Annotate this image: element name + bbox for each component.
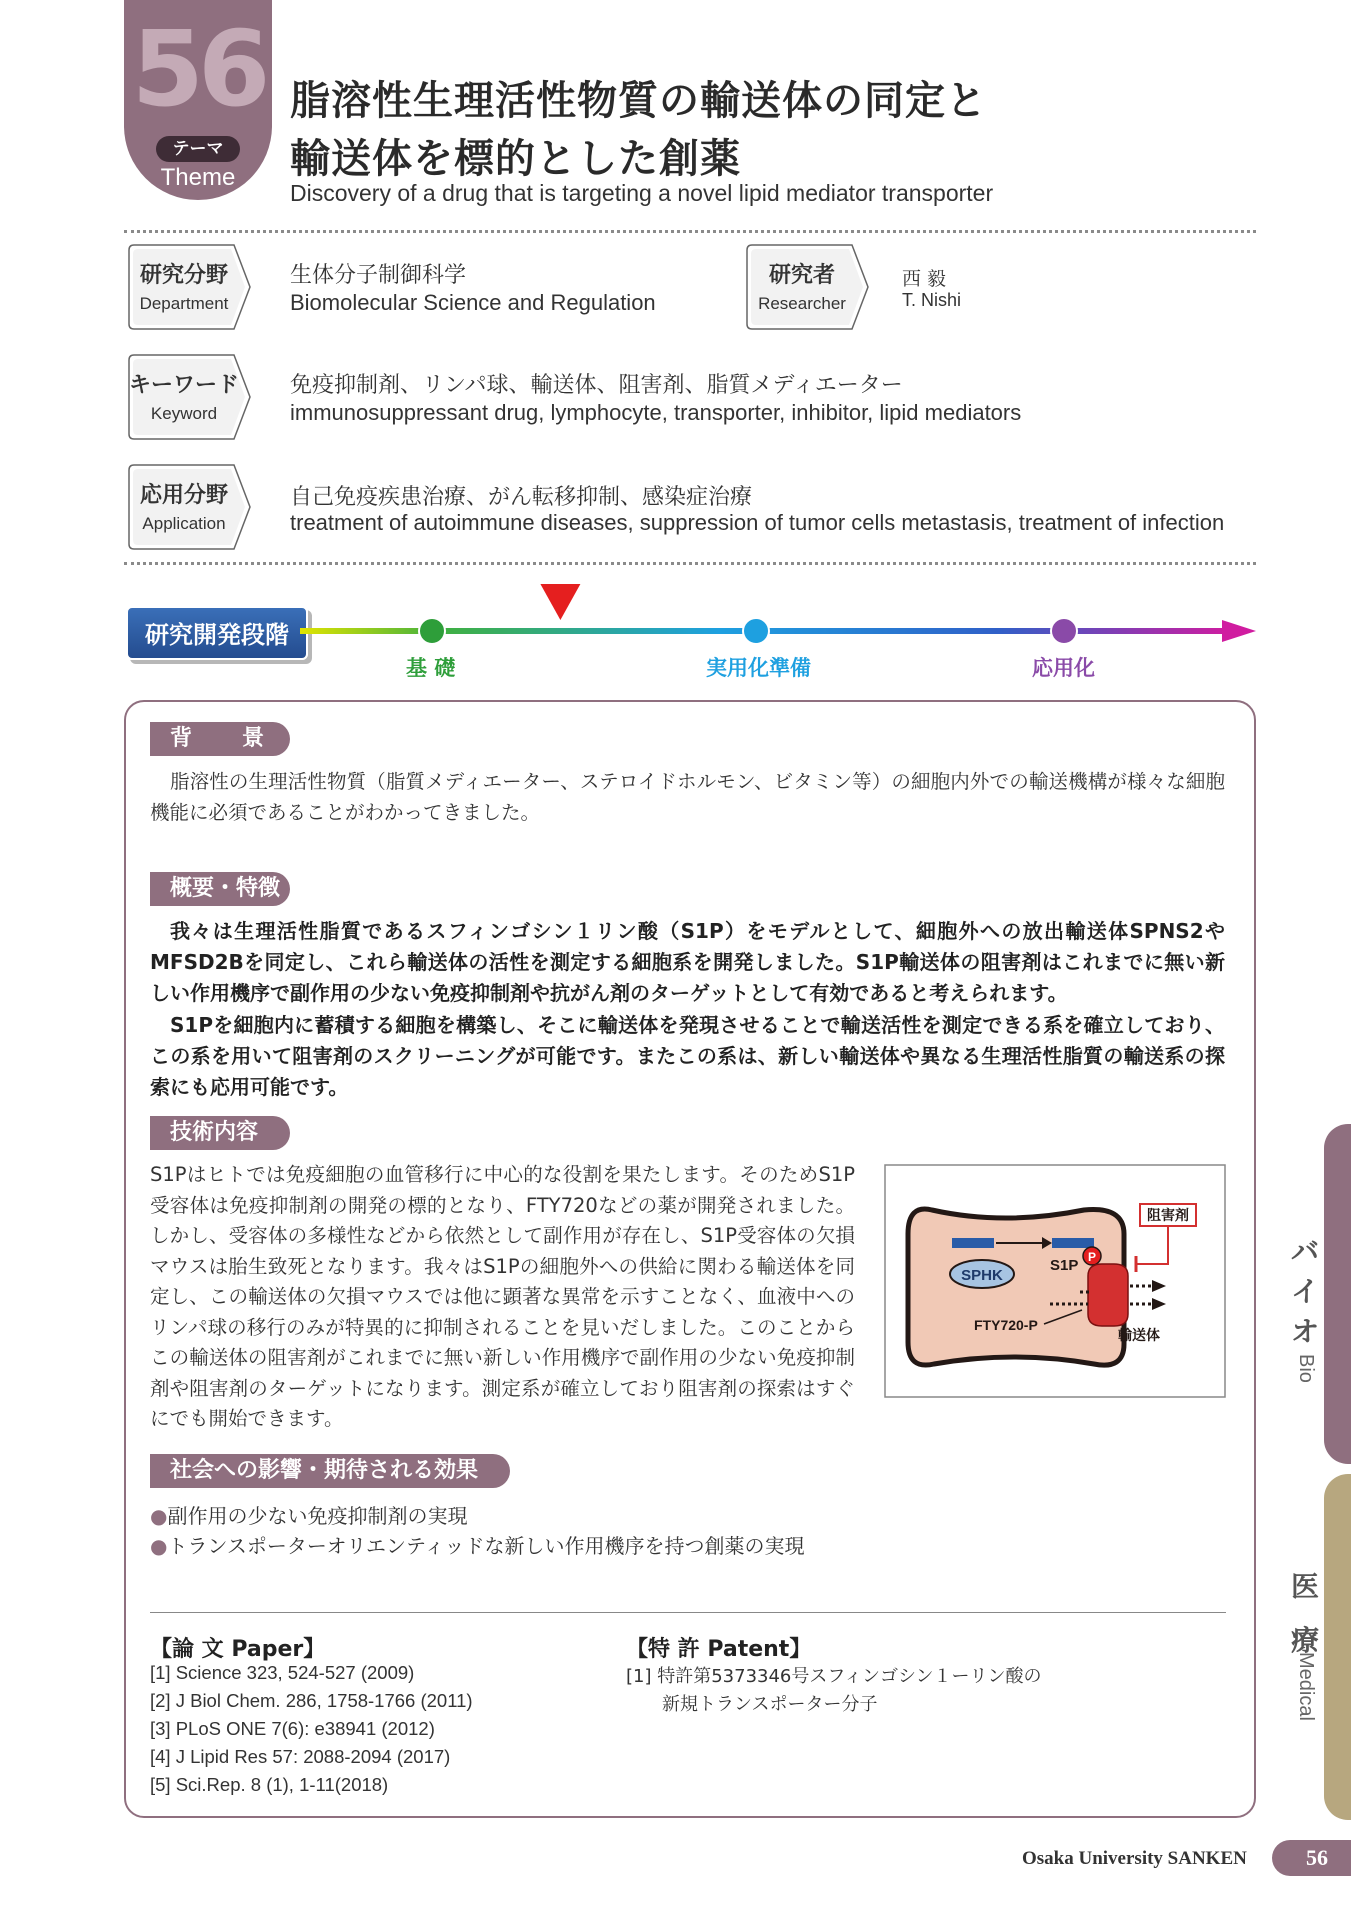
impact-heading: 社会への影響・期待される効果 <box>150 1454 510 1488</box>
references-divider <box>150 1612 1226 1613</box>
divider <box>124 562 1256 565</box>
impact-item: ●トランスポーターオリエンティッドな新しい作用機序を持つ創薬の実現 <box>150 1534 805 1558</box>
stage-name-prep: 実用化準備 <box>706 656 811 680</box>
side-tab-medical-jp: 医 療 <box>1290 1570 1319 1657</box>
application-label-jp: 応用分野 <box>139 483 228 508</box>
paper-item: [1] Science 323, 524-527 (2009) <box>150 1662 415 1683</box>
stage-dot-applied <box>1051 618 1077 644</box>
theme-number: 56 <box>131 8 265 130</box>
theme-label-jp: テーマ <box>156 136 240 162</box>
diagram-inhibitor-label: 阻害剤 <box>1147 1208 1189 1224</box>
stage-dot-basic <box>419 618 445 644</box>
overview-paragraph-2: S1Pを細胞内に蓄積する細胞を構築し、そこに輸送体を発現させることで輸送活性を測定できる系を確立しており、この系を用いて阻害剤のスクリーニングが可能です。またこの系は、新しい輸送体や異なる生理活性脂質の輸送系の探索にも応用可能です。 <box>150 1013 1225 1099</box>
application-value-jp: 自己免疫疾患治療、がん転移抑制、感染症治療 <box>290 485 753 510</box>
application-label-en: Application <box>142 514 226 533</box>
department-label <box>128 244 252 330</box>
keyword-value-jp: 免疫抑制剤、リンパ球、輸送体、阻害剤、脂質メディエーター <box>290 373 903 398</box>
stage-name-basic: 基 礎 <box>406 656 456 680</box>
researcher-name-en: T. Nishi <box>902 290 962 310</box>
stage-timeline <box>300 580 1260 650</box>
side-tab-bio[interactable] <box>1324 1124 1351 1464</box>
researcher-label <box>746 244 870 330</box>
keyword-label <box>128 354 252 440</box>
patents-heading: 【特 許 Patent】 <box>626 1637 812 1662</box>
paper-item: [3] PLoS ONE 7(6): e38941 (2012) <box>150 1718 435 1739</box>
theme-label-en: Theme <box>160 164 236 191</box>
department-value-en: Biomolecular Science and Regulation <box>290 290 656 315</box>
divider <box>124 230 1256 233</box>
diagram-transporter-label: 輸送体 <box>1118 1328 1160 1344</box>
side-tab-medical[interactable] <box>1324 1474 1351 1820</box>
stage-dot-prep <box>743 618 769 644</box>
department-label-jp: 研究分野 <box>139 263 228 288</box>
stage-name-applied: 応用化 <box>1032 656 1095 680</box>
s1p-transport-diagram <box>884 1164 1226 1398</box>
application-label <box>128 464 252 550</box>
application-value-en: treatment of autoimmune diseases, suppression of tumor cells metastasis, treatment of infection <box>290 510 1225 535</box>
diagram-s1p-label: S1P <box>1050 1257 1079 1274</box>
keyword-label-jp: キーワード <box>128 373 239 398</box>
keyword-value-en: immunosuppressant drug, lymphocyte, transporter, inhibitor, lipid mediators <box>290 400 1022 425</box>
technology-text: S1Pはヒトでは免疫細胞の血管移行に中心的な役割を果たします。そのためS1P受容体は免疫抑制剤の開発の標的となり、FTY720などの薬が開発されました。しかし、受容体の多様性などから依然として副作用が存在し、S1P受容体の欠損マウスは胎生致死となります。我々はS1Pの細胞外への供給に関わる輸送体を同定し、この輸送体の欠損マウスでは他に顕著な異常を示すことなく、血液中へのリンパ球の移行のみが特異的に抑制されることを見いだしました。このことからこの輸送体の阻害剤がこれまでに無い新しい作用機序で副作用の少ない免疫抑制剤や阻害剤のターゲットになります。測定系が確立しており阻害剤の探索はすぐにでも開始できます。 <box>150 1163 855 1430</box>
diagram-phosphate-label: P <box>1087 1250 1097 1264</box>
papers-heading: 【論 文 Paper】 <box>150 1637 326 1662</box>
footer-brand: Osaka University SANKEN <box>1022 1848 1247 1869</box>
department-label-en: Department <box>139 294 229 313</box>
side-tab-medical-en: Medical <box>1295 1652 1317 1721</box>
patent-item-line-2: 新規トランスポーター分子 <box>662 1694 878 1715</box>
page-title <box>290 72 987 188</box>
stage-label: 研究開発段階 <box>126 606 308 660</box>
background-text: 脂溶性の生理活性物質（脂質メディエーター、ステロイドホルモン、ビタミン等）の細胞内外での輸送機構が様々な細胞機能に必須であることがわかってきました。 <box>150 770 1225 824</box>
patent-item-line-1: [1] 特許第5373346号スフィンゴシン１ーリン酸の <box>626 1666 1042 1687</box>
paper-item: [2] J Biol Chem. 286, 1758-1766 (2011) <box>150 1690 473 1711</box>
department-value-jp: 生体分子制御科学 <box>290 263 467 288</box>
paper-item: [5] Sci.Rep. 8 (1), 1-11(2018) <box>150 1774 389 1795</box>
overview-heading: 概要・特徴 <box>150 872 290 906</box>
page-number: 56 <box>1272 1840 1351 1876</box>
researcher-name-jp: 西 毅 <box>902 268 947 290</box>
paper-item: [4] J Lipid Res 57: 2088-2094 (2017) <box>150 1746 451 1767</box>
diagram-sphk-label: SPHK <box>961 1267 1003 1284</box>
title-line-1: 脂溶性生理活性物質の輸送体の同定と <box>290 78 987 124</box>
current-stage-marker <box>540 584 580 620</box>
side-tab-bio-jp: バ イ オ <box>1290 1235 1319 1348</box>
title-line-2: 輸送体を標的とした創薬 <box>290 136 741 182</box>
diagram-fty720-label: FTY720-P <box>974 1317 1038 1333</box>
impact-item-2-text: トランスポーターオリエンティッドな新しい作用機序を持つ創薬の実現 <box>167 1534 805 1558</box>
impact-item: ●副作用の少ない免疫抑制剤の実現 <box>150 1504 468 1528</box>
technology-heading: 技術内容 <box>150 1116 290 1150</box>
researcher-label-en: Researcher <box>758 294 846 313</box>
side-tab-bio-en: Bio <box>1295 1354 1317 1383</box>
researcher-label-jp: 研究者 <box>768 263 835 288</box>
impact-item-1-text: 副作用の少ない免疫抑制剤の実現 <box>167 1504 468 1528</box>
title-english: Discovery of a drug that is targeting a novel lipid mediator transporter <box>290 180 994 206</box>
overview-paragraph-1: 我々は生理活性脂質であるスフィンゴシン１リン酸（S1P）をモデルとして、細胞外への放出輸送体SPNS2やMFSD2Bを同定し、これら輸送体の活性を測定する細胞系を開発しました。S1P輸送体の阻害剤はこれまでに無い新しい作用機序で副作用の少ない免疫抑制剤や抗がん剤のターゲットとして有効であると考えられます。 <box>150 919 1225 1005</box>
background-heading: 背 景 <box>150 722 290 756</box>
keyword-label-en: Keyword <box>150 404 218 423</box>
